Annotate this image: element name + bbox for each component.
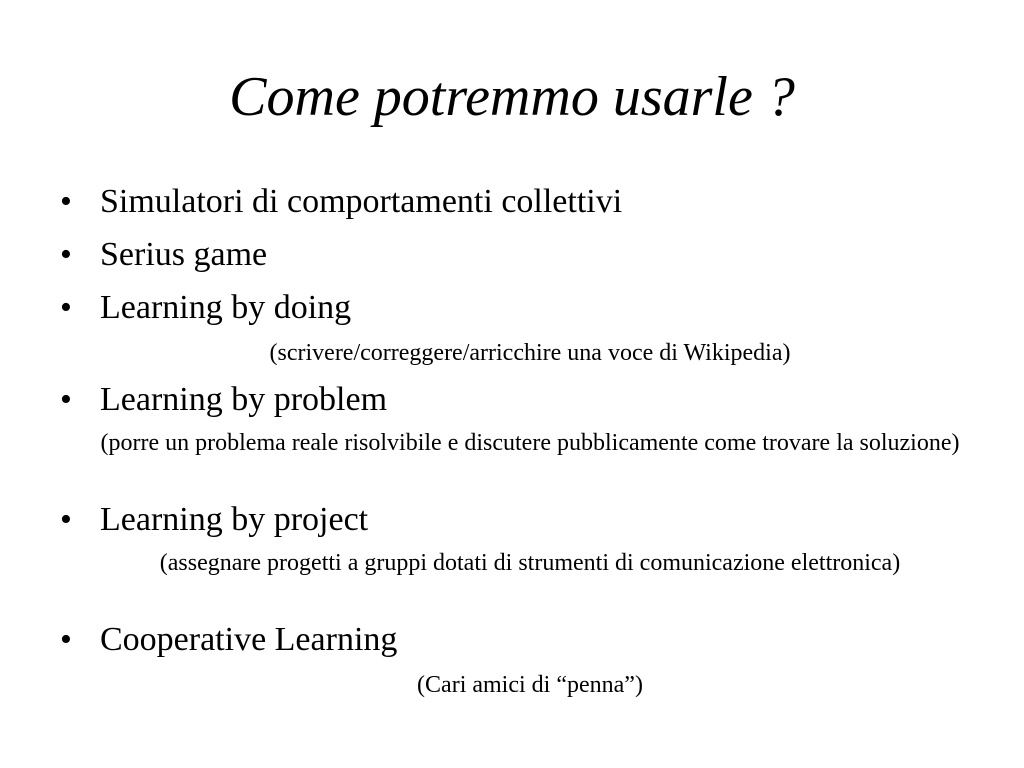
slide-title: Come potremmo usarle ?: [229, 66, 795, 128]
bullet-note-learning-by-project: (assegnare progetti a gruppi dotati di strumenti di comunicazione elettronica): [159, 550, 901, 576]
bullet-note-learning-by-problem: (porre un problema reale risolvibile e discutere pubblicamente come trovare la soluzione): [100, 430, 960, 456]
bullet-text: Simulatori di comportamenti collettivi: [100, 183, 623, 220]
bullet-item-cooperative-learning: [60, 620, 397, 660]
bullet-text: Learning by project: [100, 501, 369, 538]
bullet-icon: •: [60, 236, 72, 273]
bullet-item-learning-by-doing: [60, 288, 351, 328]
bullet-icon: •: [60, 289, 72, 326]
bullet-item-learning-by-problem: [60, 380, 387, 420]
bullet-note-cooperative-learning: (Cari amici di “penna”): [417, 672, 643, 698]
bullet-icon: •: [60, 621, 72, 658]
bullet-icon: •: [60, 183, 72, 220]
bullet-icon: •: [60, 501, 72, 538]
bullet-text: Learning by problem: [100, 381, 388, 418]
bullet-text: Learning by doing: [100, 289, 352, 326]
bullet-note-learning-by-doing: (scrivere/correggere/arricchire una voce di Wikipedia): [269, 340, 791, 366]
bullet-item-serius-game: [60, 235, 267, 275]
bullet-icon: •: [60, 381, 72, 418]
bullet-item-simulatori: [60, 182, 622, 222]
bullet-text: Serius game: [100, 236, 268, 273]
bullet-text: Cooperative Learning: [100, 621, 398, 658]
bullet-item-learning-by-project: [60, 500, 368, 540]
